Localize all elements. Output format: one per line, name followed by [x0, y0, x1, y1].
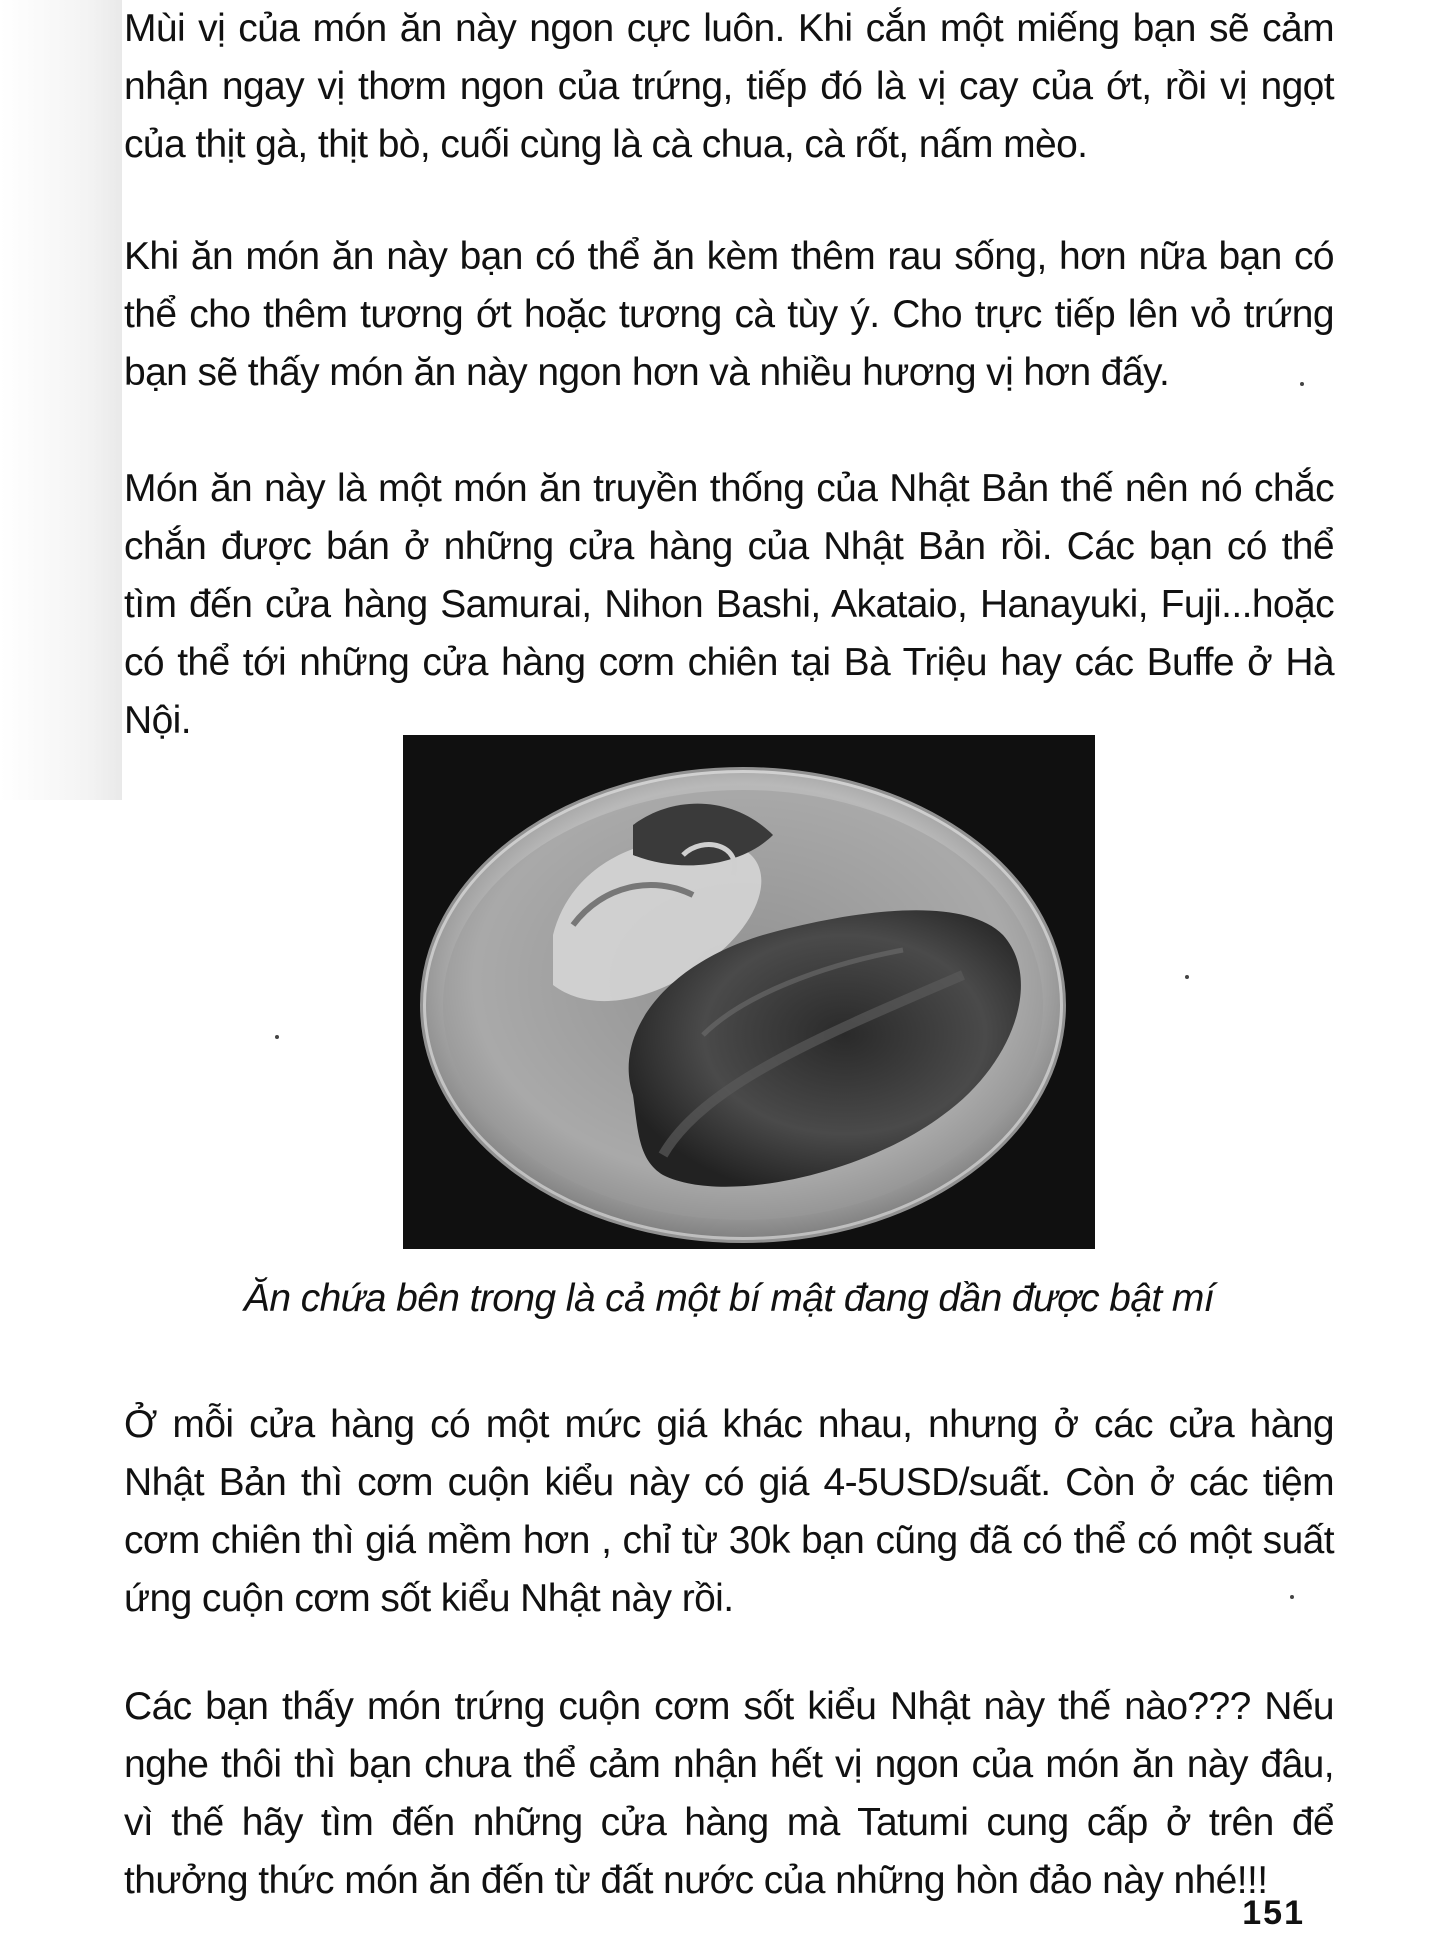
food-photo [403, 735, 1095, 1249]
scan-speck [1300, 382, 1304, 386]
scan-speck [275, 1035, 279, 1039]
page-number: 151 [1242, 1894, 1305, 1932]
paragraph-taste: Mùi vị của món ăn này ngon cực luôn. Khi cắn một miếng bạn sẽ cảm nhận ngay vị thơm ngon của trứng, tiếp đó là vị cay của ớt, rồi vị ngọt của thịt gà, thịt bò, cuối cùng là cà chua, cà rốt, nấm mèo. [124, 7, 1334, 166]
paragraph-serving: Khi ăn món ăn này bạn có thể ăn kèm thêm rau sống, hơn nữa bạn có thể cho thêm tương ớt hoặc tương cà tùy ý. Cho trực tiếp lên vỏ trứng bạn sẽ thấy món ăn này ngon hơn và nhiều hương vị hơn đấy. [124, 235, 1334, 394]
scan-speck [1185, 975, 1189, 979]
scan-speck [1290, 1595, 1294, 1599]
photo-caption: Ăn chứa bên trong là cả một bí mật đang dần được bật mí [243, 1277, 1215, 1320]
paragraph-where-to-buy: Món ăn này là một món ăn truyền thống của Nhật Bản thế nên nó chắc chắn được bán ở những cửa hàng của Nhật Bản rồi. Các bạn có thể tìm đến cửa hàng Samurai, Nihon Bashi, Akataio, Hanayuki, Fuji...hoặc có thể tới những cửa hàng cơm chiên tại Bà Triệu hay các Buffe ở Hà Nội. [124, 467, 1334, 742]
paragraph-closing: Các bạn thấy món trứng cuộn cơm sốt kiểu Nhật này thế nào??? Nếu nghe thôi thì bạn chưa thể cảm nhận hết vị ngon của món ăn này đâu, vì thế hãy tìm đến những cửa hàng mà Tatumi cung cấp ở trên để thưởng thức món ăn đến từ đất nước của những hòn đảo này nhé!!! [124, 1685, 1334, 1902]
omelette-rice-plate-image [403, 735, 1095, 1249]
paragraph-price: Ở mỗi cửa hàng có một mức giá khác nhau, nhưng ở các cửa hàng Nhật Bản thì cơm cuộn kiểu này có giá 4-5USD/suất. Còn ở các tiệm cơm chiên thì giá mềm hơn , chỉ từ 30k bạn cũng đã có thể có một suất ứng cuộn cơm sốt kiểu Nhật này rồi. [124, 1403, 1334, 1620]
scan-shadow [0, 0, 122, 800]
